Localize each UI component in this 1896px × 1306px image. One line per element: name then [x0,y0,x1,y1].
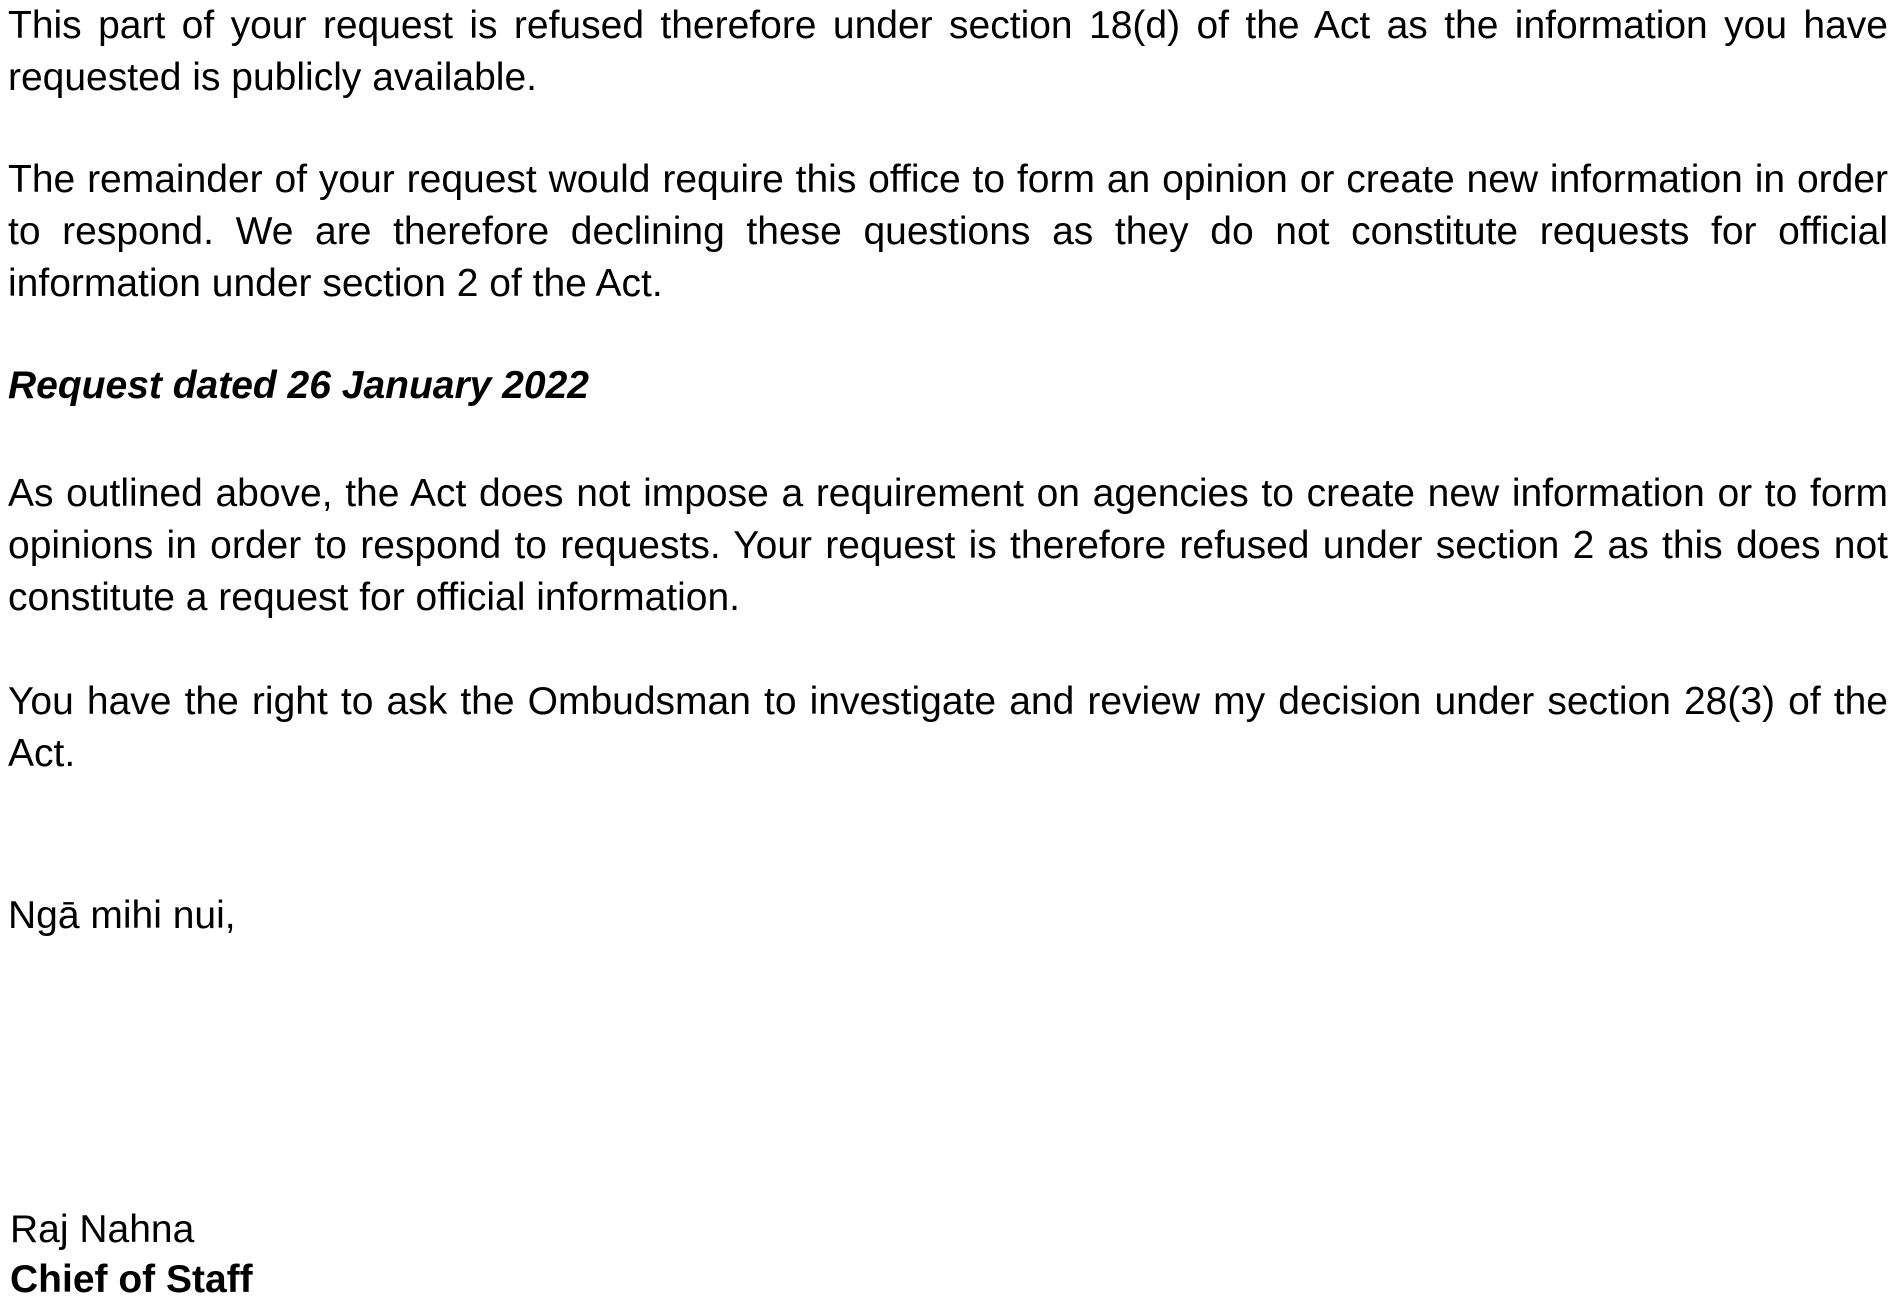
paragraph-request-refused: As outlined above, the Act does not impose a requirement on agencies to create new information or to form opinions in order to respond to requests. Your request is therefore refused under section 2 as this does not constitute a request for official information. [8,472,1888,619]
section-heading-request-date: Request dated 26 January 2022 [8,364,589,407]
signatory-title: Chief of Staff [10,1258,253,1301]
signatory-name: Raj Nahna [10,1208,195,1251]
closing-salutation: Ngā mihi nui, [8,894,236,937]
paragraph-ombudsman-right: You have the right to ask the Ombudsman to investigate and review my decision under section 28(3) of the Act. [8,680,1888,775]
paragraph-remainder-declined: The remainder of your request would require this office to form an opinion or create new information in order to respond. We are therefore declining these questions as they do not constitute requests for official information under section 2 of the Act. [8,158,1888,305]
paragraph-publicly-available: This part of your request is refused therefore under section 18(d) of the Act as the information you have requested is publicly available. [8,4,1888,99]
